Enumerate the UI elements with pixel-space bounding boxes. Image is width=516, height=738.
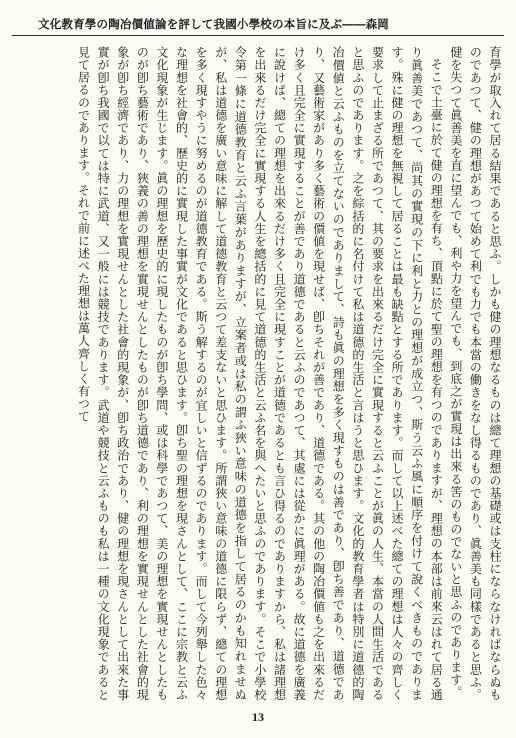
paragraph: そこで土臺に於て健の理想を有ち、頂點に於て聖の理想を有つのでありますが、理想の本部は前來云はれて居る通り眞善美であつて、尚其の實現の下に利と力との理想が成立つ、斯う云ふ風に順序を付けて說くべきものであります。殊に健の理想を無視して居ることは最も缺點とする所であります。而して以上述べた總ての理想は人々の齊しく要求して止まざる所であつて、其の要求を出來るだけ完全に實現すると云ふことが眞の人生、本當の人間生活であると思ふのであります。之を綜括的に名付けて私は道德的生活と言はうと思ひます。文化的教育學者は特別に道德的陶冶價値と云ふものを立てないのでありまして、詩も眞の理想を多く現すものは善であり、卽ち善であり、道德であり、又藝術家があり多く藝術の價値を現せば、卽ちそれが善であり、道德である。其の他の陶冶價値も之を出來るだけ多く且完全に實現することが善であり道德であると云ふのであつて、其處には從かに眞理がある。故に道德を廣義に說けば、總ての理想を出來るだけ多く且完全に現すことが道德であるとも言ひ得るのでありますから、私は諸理想を出來るだけ完全に實現する人生を總括的に見て道德的生活と云ふ名を與へたいと思ふのであります。そこで小學校令第一條に道德教育と云ふ言葉がありますが、立案者或は私の謂ふ狹い意味の道德を指して居るのかも知れませぬが、私は道德を廣い意味に解して道德教育と云つて差支ないと思ひます。所謂狹い意味の道德に限らず、總ての理想を多く現すやうに努めるのが道德教育である。斯う解するのが宜しいと信ずるのであります。而して今列舉した色々な理想を社會的、歷史的に實現した事實が文化であると思ひます。卽ち聖の理想を現さんとして、ここに宗教と云ふ文化現象が生じます。眞の理想を歷史的に現したものが卽ち學問、或は科學であつて、美の理想を實現せんとしたものが卽ち藝術であり、狹義の善の理想を實現せんとしたものが卽ち道德であり、利の理想を實現せんとした社會的現象が卽ち經濟であり、力の理想を實現せんとした社會的現象が、卽ち政治であり、健の理想を現さんとして出來た事實が卽ち我國で以ては特に武道、又一般には競技であります。武道や競技と云ふものも私は一種の文化現象であると見て居るのであります。それで前に述べた理想は萬人齊しく有つて — [76, 46, 444, 701]
page-number: 13 — [252, 710, 264, 724]
running-title: 文化教育學の陶冶價値論を評して我國小學校の本旨に及ぶ――森岡 — [38, 17, 389, 31]
body-text — [8, 46, 504, 701]
paragraph: 育學が取入れて居る結果であると思ふ。しかも健の理想なるものは總て理想の基礎或は支柱にならなければならぬものであつて、健の理想があつて始めて利でも力でも本當の働きをなし得るものであり、眞善美も同樣であると思ふ。健を失つて眞善美を直に望んでも、利や力を望んでも、到底之が實現は出來る筈のものでないと思ふのであります。 — [448, 46, 502, 701]
header-rule — [12, 35, 504, 36]
